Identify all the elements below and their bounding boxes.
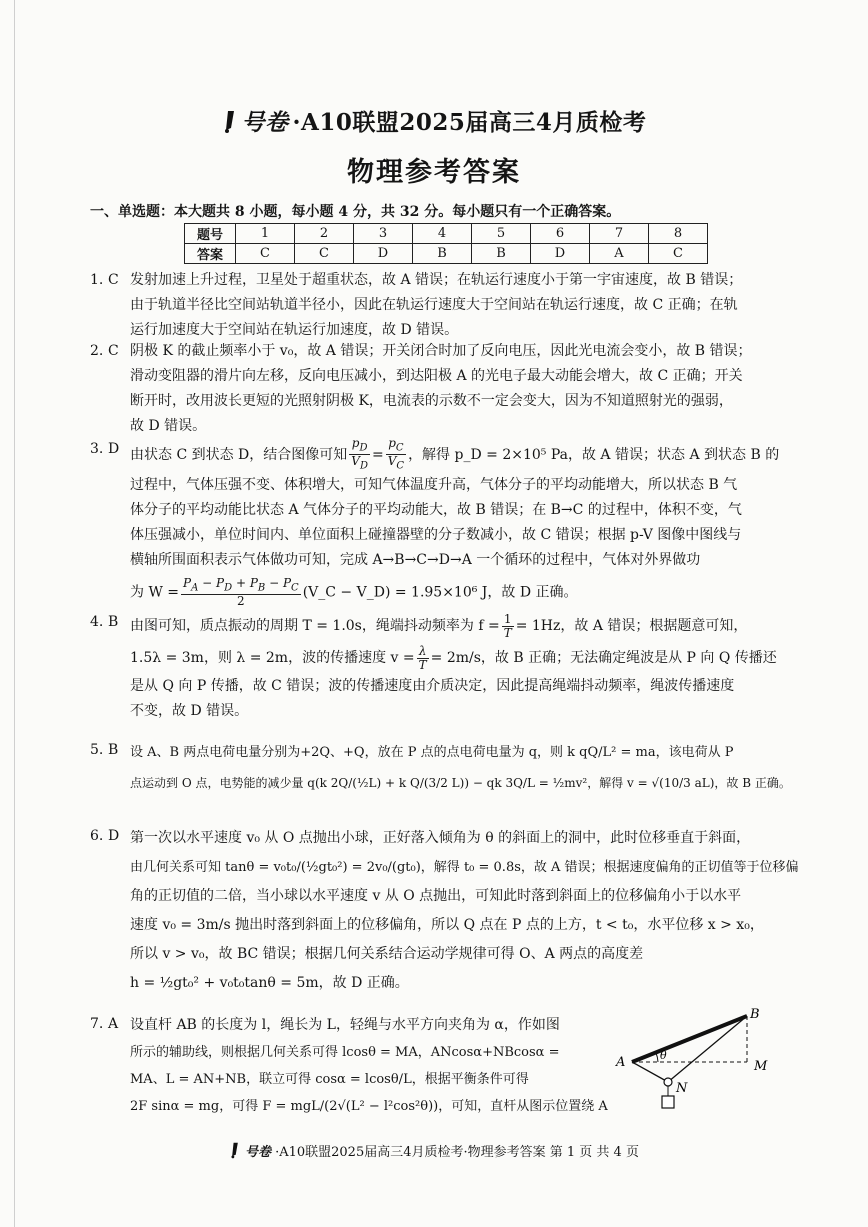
question-number: 6. [90,828,104,844]
footer-text: ·A10联盟2025届高三4月质检考·物理参考答案 第 1 页 共 4 页 [275,1145,639,1160]
text-segment: 由状态 C 到状态 D，结合图像可知 [130,446,348,463]
table-cell: D [354,244,413,264]
explanation-line: 是从 Q 向 P 传播，故 C 错误；波的传播速度由介质决定，因此提高绳端抖动频率，绳波传播速度 [130,678,735,694]
explanation-line: 角的正切值的二倍，当小球以水平速度 v 从 O 点抛出，可知此时落到斜面上的位移偏角小于以水平 [130,888,742,904]
question-7 [90,1012,610,1120]
label-m: M [754,1059,768,1074]
explanation-line: MA、L = AN+NB，联立可得 cosα = lcosθ/L，根据平衡条件可得 [130,1072,529,1087]
explanation-line: 断开时，改用波长更短的光照射阴极 K，电流表的示数不一定会变大，因为不知道照射光的强弱， [130,393,733,409]
question-2 [90,339,798,439]
question-number: 7. [90,1016,104,1032]
title-text: ·A10联盟2025届高三4月质检考 [292,109,647,136]
table-cell: D [531,244,590,264]
section-heading: 一、单选题：本大题共 8 小题，每小题 4 分，共 32 分。每小题只有一个正确答案。 [90,204,621,220]
explanation-line: 设直杆 AB 的长度为 l，绳长为 L，轻绳与水平方向夹角为 α，作如图 [130,1017,560,1033]
question-answer: D [108,828,120,844]
table-cell: 2 [295,224,354,244]
label-n: N [676,1081,688,1096]
label-theta: θ [660,1049,667,1062]
page-subtitle: 物理参考答案 [347,157,521,188]
explanation-line: 运行加速度大于空间站在轨运行加速度，故 D 错误。 [130,322,459,338]
explanation-line: 阴极 K 的截止频率小于 v₀，故 A 错误；开关闭合时加了反向电压，因此光电流会变小，故 B 错误； [130,343,752,359]
table-cell: C [649,244,708,264]
rope-an [632,1062,668,1082]
explanation-line: 点运动到 O 点，电势能的减少量 q(k 2Q/(½L) + k Q/(3/2 L)) − qk 3Q/L = ½mv²，解得 v = √(10/3 aL)，故 B 正确。 [130,776,791,790]
logo-icon [229,1142,241,1159]
question-number: 4. [90,614,104,630]
explanation-line: 滑动变阻器的滑片向左移，反向电压减小，到达阳极 A 的光电子最大动能会增大，故 C 正确；开关 [130,368,743,384]
pulley-n [664,1078,672,1086]
explanation-line [130,610,798,642]
label-b: B [750,1008,760,1022]
page-footer [0,1141,868,1160]
table-cell: 5 [472,224,531,244]
page-title [0,104,868,137]
question-answer: C [108,343,119,359]
table-cell: C [295,244,354,264]
question-answer: B [108,614,119,630]
question-number: 5. [90,742,104,758]
text-segment: = 2m/s，故 B 正确；无法确定绳波是从 P 向 Q 传播还 [430,650,777,666]
text-segment: ，解得 p_D = 2×10⁵ Pa，故 A 错误；状态 A 到状态 B 的 [408,446,780,463]
hanging-block [662,1096,674,1108]
fraction: $\frac{p_C}{V_C}$ [387,436,405,472]
rod-ab [632,1016,747,1062]
table-cell: A [590,244,649,264]
explanation-line: 由于轨道半径比空间站轨道半径小，因此在轨运行速度大于空间站在轨运行速度，故 C 正确；在轨 [130,297,738,313]
explanation-line: 发射加速上升过程，卫星处于超重状态，故 A 错误；在轨运行速度小于第一宇宙速度，故 B 错误； [130,272,743,288]
table-cell: 4 [413,224,472,244]
table-cell: 7 [590,224,649,244]
explanation-line: 设 A、B 两点电荷电量分别为+2Q、+Q，放在 P 点的点电荷电量为 q，则 k qQ/L² = ma，该电荷从 P [130,745,734,760]
table-cell: B [413,244,472,264]
question-3 [90,437,798,608]
explanation-line: 体压强减小，单位时间内、单位面积上碰撞器壁的分子数减小，故 C 错误；根据 p-V 图像中图线与 [130,526,742,543]
fraction: $\frac{\lambda}{T}$ [418,643,427,672]
explanation-line: 由状态 C 到状态 D，结合图像可知 $\frac{p_D}{V_D}$ = $\frac{p_C}{V_C}$ ，解得 p_D = 2×10⁵ Pa，故 A 错误；状态 A 到状态 B 的 [130,436,780,472]
question-answer: B [108,742,119,758]
table-cell: 3 [354,224,413,244]
fraction: $\frac{1}{T}$ [503,611,512,640]
explanation-line: 所示的辅助线，则根据几何关系可得 lcosθ = MA，ANcosα+NBcosα = [130,1045,560,1060]
question-6 [90,824,798,998]
table-header-cell: 题号 [185,224,236,244]
text-segment: 由图可知，质点振动的周期 T = 1.0s，绳端抖动频率为 f = [130,618,500,634]
logo-text: 号卷 [241,109,289,136]
explanation-line: 所以 v > v₀，故 BC 错误；根据几何关系结合运动学规律可得 O、A 两点的高度差 [130,946,644,962]
rope-nb [668,1016,747,1082]
explanation-line: 过程中，气体压强不变、体积增大，可知气体温度升高，气体分子的平均动能增大，所以状态 B 气 [130,476,738,493]
question-1 [90,268,798,343]
question-number: 1. [90,272,104,288]
text-segment: 1.5λ = 3m，则 λ = 2m，波的传播速度 v = [130,650,415,666]
label-a: A [616,1055,626,1070]
table-cell: B [472,244,531,264]
table-cell: 8 [649,224,708,244]
question-number: 3. [90,441,104,457]
table-row [185,244,708,264]
footer-logo-text: 号卷 [245,1145,272,1160]
explanation-line: 速度 v₀ = 3m/s 抛出时落到斜面上的位移偏角，所以 Q 点在 P 点的上方，t < t₀，水平位移 x > x₀， [130,917,764,933]
explanation-line [130,642,798,674]
question-4 [90,610,798,724]
explanation-line: h = ½gt₀² + v₀t₀tanθ = 5m，故 D 正确。 [130,975,409,991]
explanation-line: 2F sinα = mg，可得 F = mgL/(2√(L² − l²cos²θ))，可知，直杆从图示位置绕 A [130,1099,608,1114]
answer-table [184,223,708,264]
table-cell: 1 [236,224,295,244]
table-row [185,224,708,244]
fraction: $\frac{P_A - P_D + P_B - P_C}{2}$ [183,575,299,609]
explanation-line: 第一次以水平速度 v₀ 从 O 点抛出小球，正好落入倾角为 θ 的斜面上的洞中，此时位移垂直于斜面， [130,830,751,846]
question-5 [90,738,798,798]
explanation-line: 体分子的平均动能比状态 A 气体分子的平均动能大，故 B 错误；在 B→C 的过程中，体积不变，气 [130,501,742,518]
rod-rope-diagram [610,1008,790,1118]
explanation-line: 故 D 错误。 [130,418,207,434]
table-cell: 6 [531,224,590,244]
fraction: $\frac{p_D}{V_D}$ [351,436,368,472]
angle-arc [656,1053,658,1062]
table-header-cell: 答案 [185,244,236,264]
table-cell: C [236,244,295,264]
explanation-line [130,577,798,608]
question-answer: D [108,441,120,457]
explanation-line: 由几何关系可知 tanθ = v₀t₀/(½gt₀²) = 2v₀/(gt₀)，解得 t₀ = 0.8s，故 A 错误；根据速度偏角的正切值等于位移偏 [130,860,799,875]
text-segment: 为 W = [130,584,180,601]
text-segment: (V_C − V_D) = 1.95×10⁶ J，故 D 正确。 [302,584,578,601]
explanation-line: 不变，故 D 错误。 [130,703,249,719]
question-answer: A [108,1016,119,1032]
question-number: 2. [90,343,104,359]
text-segment: = 1Hz，故 A 错误；根据题意可知， [515,618,748,634]
question-answer: C [108,272,119,288]
logo-icon [222,110,238,134]
explanation-line: 横轴所围面积表示气体做功可知，完成 A→B→C→D→A 一个循环的过程中，气体对外界做功 [130,551,701,568]
